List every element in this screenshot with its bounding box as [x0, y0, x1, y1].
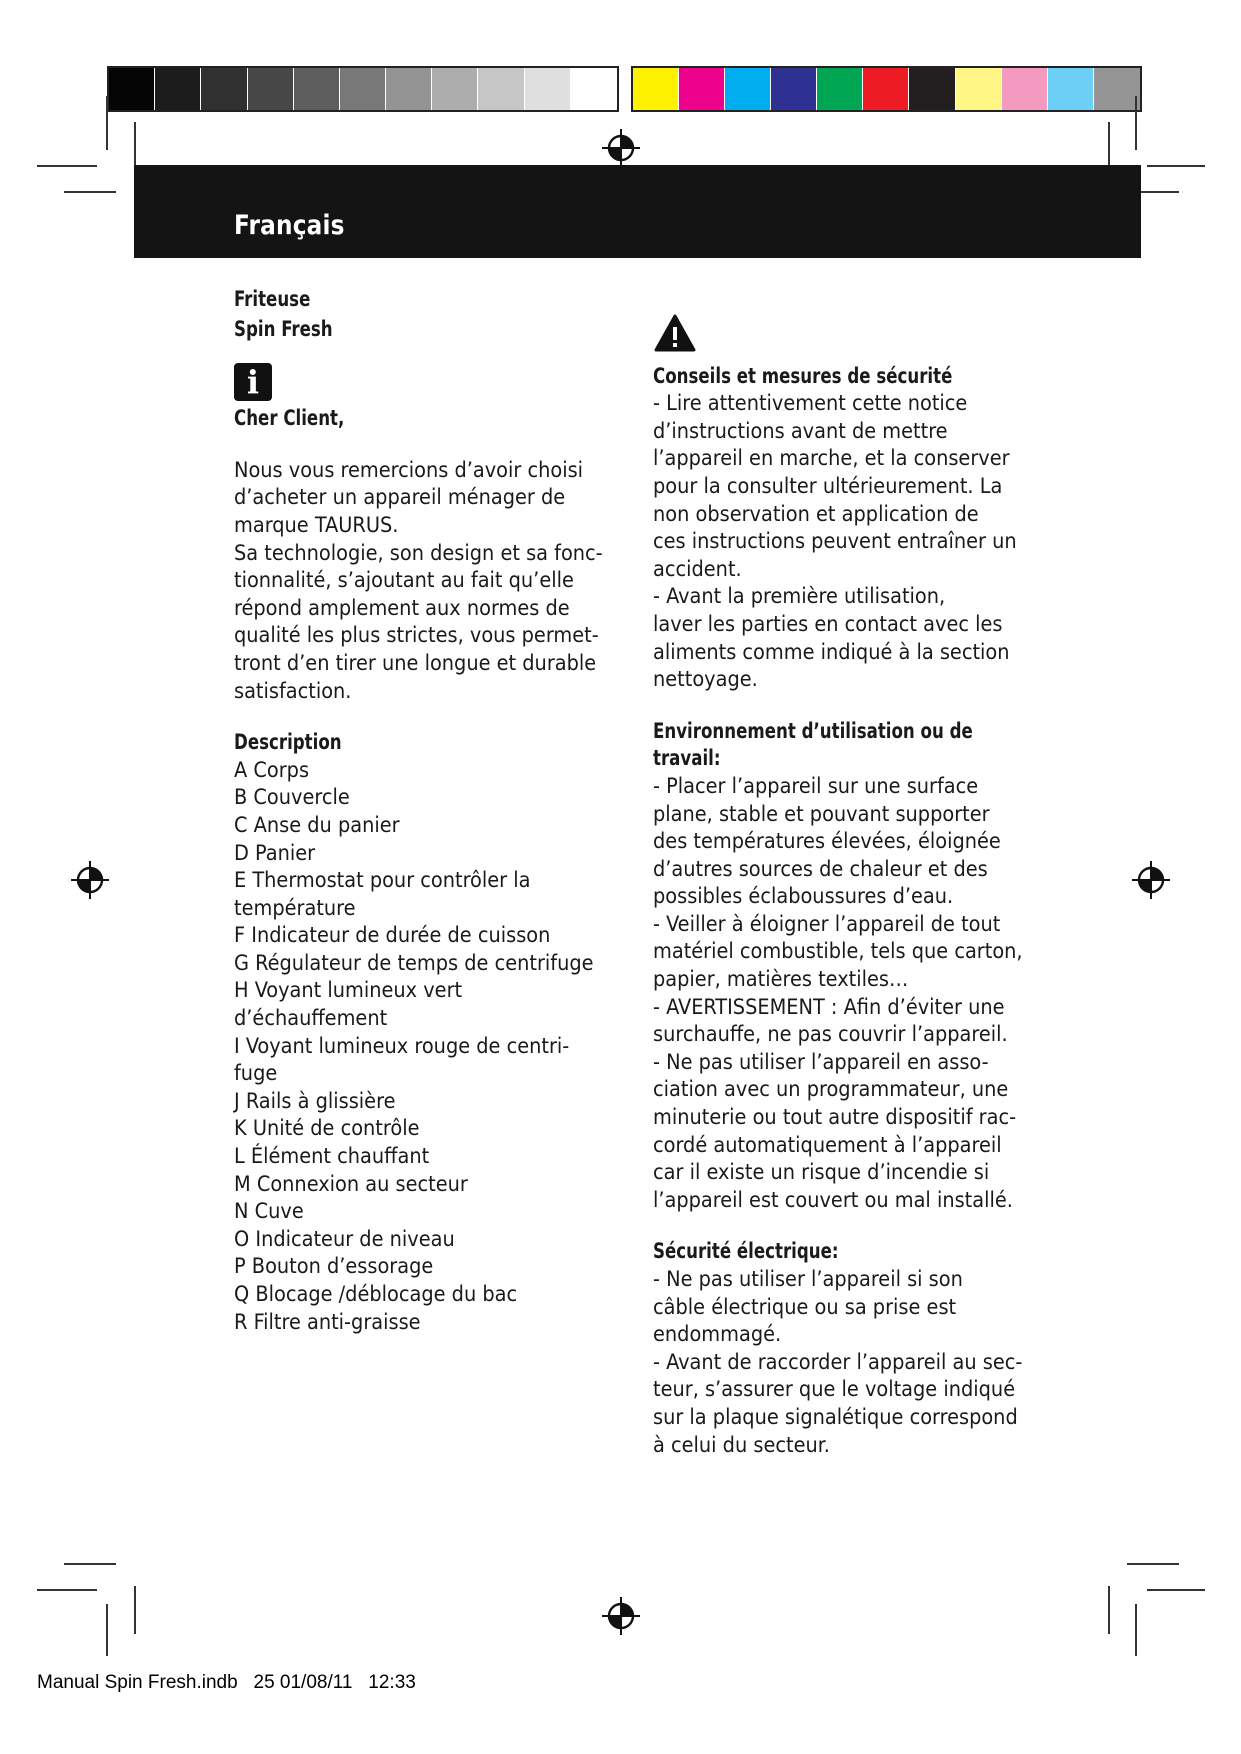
environment-heading-line1: Environnement d’utilisation ou de	[653, 718, 973, 744]
crop-mark	[1108, 122, 1110, 168]
crop-mark	[106, 96, 108, 150]
color-swatch	[679, 68, 725, 110]
color-swatch	[478, 68, 524, 110]
crop-mark	[1135, 1604, 1137, 1656]
environment-line: - AVERTISSEMENT : Afin d’éviter une	[653, 994, 1005, 1020]
description-item: R Filtre anti-graisse	[234, 1309, 421, 1335]
environment-line: matériel combustible, tels que carton,	[653, 939, 1023, 965]
crop-mark	[64, 191, 116, 193]
color-swatch	[201, 68, 247, 110]
environment-line: papier, matières textiles…	[653, 967, 909, 993]
color-swatch	[525, 68, 571, 110]
description-item: D Panier	[234, 840, 316, 866]
page-language-title: Français	[234, 210, 345, 241]
description-item: K Unité de contrôle	[234, 1116, 420, 1142]
environment-paragraph	[653, 773, 1063, 1215]
description-item: J Rails à glissière	[234, 1088, 396, 1114]
color-swatch	[386, 68, 432, 110]
description-heading: Description	[234, 730, 342, 756]
description-item: E Thermostat pour contrôler la	[234, 868, 531, 894]
intro-line: d’acheter un appareil ménager de	[234, 485, 566, 511]
electrical-safety-line: à celui du secteur.	[653, 1432, 830, 1458]
description-item: L Élément chauffant	[234, 1144, 430, 1170]
color-swatch	[155, 68, 201, 110]
color-swatch	[956, 68, 1002, 110]
safety-line: d’instructions avant de mettre	[653, 418, 948, 444]
environment-line: car il existe un risque d’incendie si	[653, 1160, 990, 1186]
color-swatch	[817, 68, 863, 110]
safety-line: l’appareil en marche, et la conserver	[653, 446, 1010, 472]
crop-mark	[1108, 1586, 1110, 1634]
environment-heading-line2: travail:	[653, 746, 721, 772]
crop-mark	[1147, 165, 1205, 167]
color-calibration-bar	[631, 66, 1142, 112]
crop-mark	[134, 122, 136, 168]
description-item: d’échauffement	[234, 1006, 388, 1032]
crop-mark	[1127, 1563, 1179, 1565]
safety-line: aliments comme indiqué à la section	[653, 639, 1010, 665]
color-swatch	[109, 68, 155, 110]
safety-line: ces instructions peuvent entraîner un	[653, 529, 1017, 555]
environment-line: surchauffe, ne pas couvrir l’appareil.	[653, 1022, 1008, 1048]
safety-line: non observation et application de	[653, 501, 979, 527]
safety-line: laver les parties en contact avec les	[653, 611, 1003, 637]
description-item: A Corps	[234, 757, 310, 783]
electrical-safety-heading: Sécurité électrique:	[653, 1239, 839, 1265]
safety-paragraph	[653, 390, 1063, 694]
print-slug: Manual Spin Fresh.indb 25 01/08/11 12:33	[37, 1672, 416, 1693]
intro-line: tionnalité, s’ajoutant au fait qu’elle	[234, 568, 574, 594]
greeting: Cher Client,	[234, 406, 345, 432]
environment-line: - Placer l’appareil sur une surface	[653, 773, 979, 799]
description-item: P Bouton d’essorage	[234, 1254, 434, 1280]
intro-line: tront d’en tirer une longue et durable	[234, 650, 597, 676]
color-swatch	[432, 68, 478, 110]
color-swatch	[771, 68, 817, 110]
environment-line: plane, stable et pouvant supporter	[653, 801, 990, 827]
environment-line: minuterie ou tout autre dispositif rac-	[653, 1105, 1017, 1131]
right-column	[653, 313, 1063, 1459]
safety-line: accident.	[653, 556, 742, 582]
safety-line: - Lire attentivement cette notice	[653, 391, 968, 417]
electrical-safety-line: endommagé.	[653, 1322, 782, 1348]
electrical-safety-line: câble électrique ou sa prise est	[653, 1294, 957, 1320]
color-swatch	[294, 68, 340, 110]
description-item: fuge	[234, 1061, 278, 1087]
crop-mark	[134, 1586, 136, 1634]
environment-line: possibles éclaboussures d’eau.	[653, 884, 954, 910]
description-list	[234, 757, 624, 1336]
intro-line: répond amplement aux normes de	[234, 595, 570, 621]
electrical-safety-line: sur la plaque signalétique correspond	[653, 1404, 1018, 1430]
color-swatch	[340, 68, 386, 110]
color-swatch	[1094, 68, 1140, 110]
safety-line: pour la consulter ultérieurement. La	[653, 473, 1003, 499]
electrical-safety-line: - Ne pas utiliser l’appareil si son	[653, 1267, 963, 1292]
crop-mark	[106, 1604, 108, 1656]
description-item: G Régulateur de temps de centrifuge	[234, 950, 594, 976]
crop-mark	[1147, 1589, 1205, 1591]
description-item: I Voyant lumineux rouge de centri-	[234, 1033, 570, 1059]
environment-line: des températures élevées, éloignée	[653, 829, 1001, 855]
environment-line: ciation avec un programmateur, une	[653, 1077, 1009, 1103]
safety-heading: Conseils et mesures de sécurité	[653, 363, 953, 389]
description-item: Q Blocage /déblocage du bac	[234, 1282, 518, 1307]
description-item: B Couvercle	[234, 785, 350, 811]
intro-line: qualité les plus strictes, vous permet-	[234, 623, 599, 649]
color-swatch	[725, 68, 771, 110]
safety-line: - Avant la première utilisation,	[653, 584, 946, 610]
product-name-line2: Spin Fresh	[234, 316, 333, 342]
crop-mark	[64, 1563, 116, 1565]
product-name-line1: Friteuse	[234, 287, 311, 312]
intro-line: Sa technologie, son design et sa fonc-	[234, 540, 603, 566]
description-item: N Cuve	[234, 1199, 304, 1225]
intro-paragraph	[234, 457, 624, 705]
crop-mark	[37, 165, 97, 167]
safety-line: nettoyage.	[653, 667, 758, 693]
crop-mark	[1135, 96, 1137, 150]
color-swatch	[248, 68, 294, 110]
registration-mark-icon	[601, 1596, 641, 1636]
color-swatch	[571, 68, 617, 110]
description-item: O Indicateur de niveau	[234, 1226, 455, 1252]
crop-mark	[37, 1589, 97, 1591]
environment-line: l’appareil est couvert ou mal installé.	[653, 1187, 1013, 1213]
left-column	[234, 286, 624, 1336]
description-item: C Anse du panier	[234, 812, 400, 838]
intro-line: satisfaction.	[234, 678, 352, 704]
registration-mark-icon	[601, 128, 641, 168]
color-swatch	[909, 68, 955, 110]
environment-line: - Ne pas utiliser l’appareil en asso-	[653, 1049, 989, 1075]
description-item: M Connexion au secteur	[234, 1171, 468, 1197]
electrical-safety-paragraph	[653, 1266, 1063, 1459]
description-item: F Indicateur de durée de cuisson	[234, 923, 551, 949]
color-swatch	[633, 68, 679, 110]
info-icon: i	[234, 363, 272, 401]
environment-line: cordé automatiquement à l’appareil	[653, 1132, 1002, 1158]
color-swatch	[1048, 68, 1094, 110]
registration-mark-icon	[70, 860, 110, 900]
grayscale-calibration-bar	[107, 66, 619, 112]
language-header-band	[134, 165, 1141, 258]
intro-line: marque TAURUS.	[234, 512, 399, 538]
description-item: H Voyant lumineux vert	[234, 978, 463, 1004]
registration-mark-icon	[1131, 860, 1171, 900]
color-swatch	[1002, 68, 1048, 110]
environment-line: - Veiller à éloigner l’appareil de tout	[653, 911, 1001, 937]
environment-line: d’autres sources de chaleur et des	[653, 856, 988, 882]
electrical-safety-line: teur, s’assurer que le voltage indiqué	[653, 1377, 1016, 1403]
description-item: température	[234, 895, 356, 921]
warning-icon	[653, 313, 697, 353]
electrical-safety-line: - Avant de raccorder l’appareil au sec-	[653, 1349, 1023, 1375]
color-swatch	[863, 68, 909, 110]
intro-line: Nous vous remercions d’avoir choisi	[234, 457, 584, 483]
